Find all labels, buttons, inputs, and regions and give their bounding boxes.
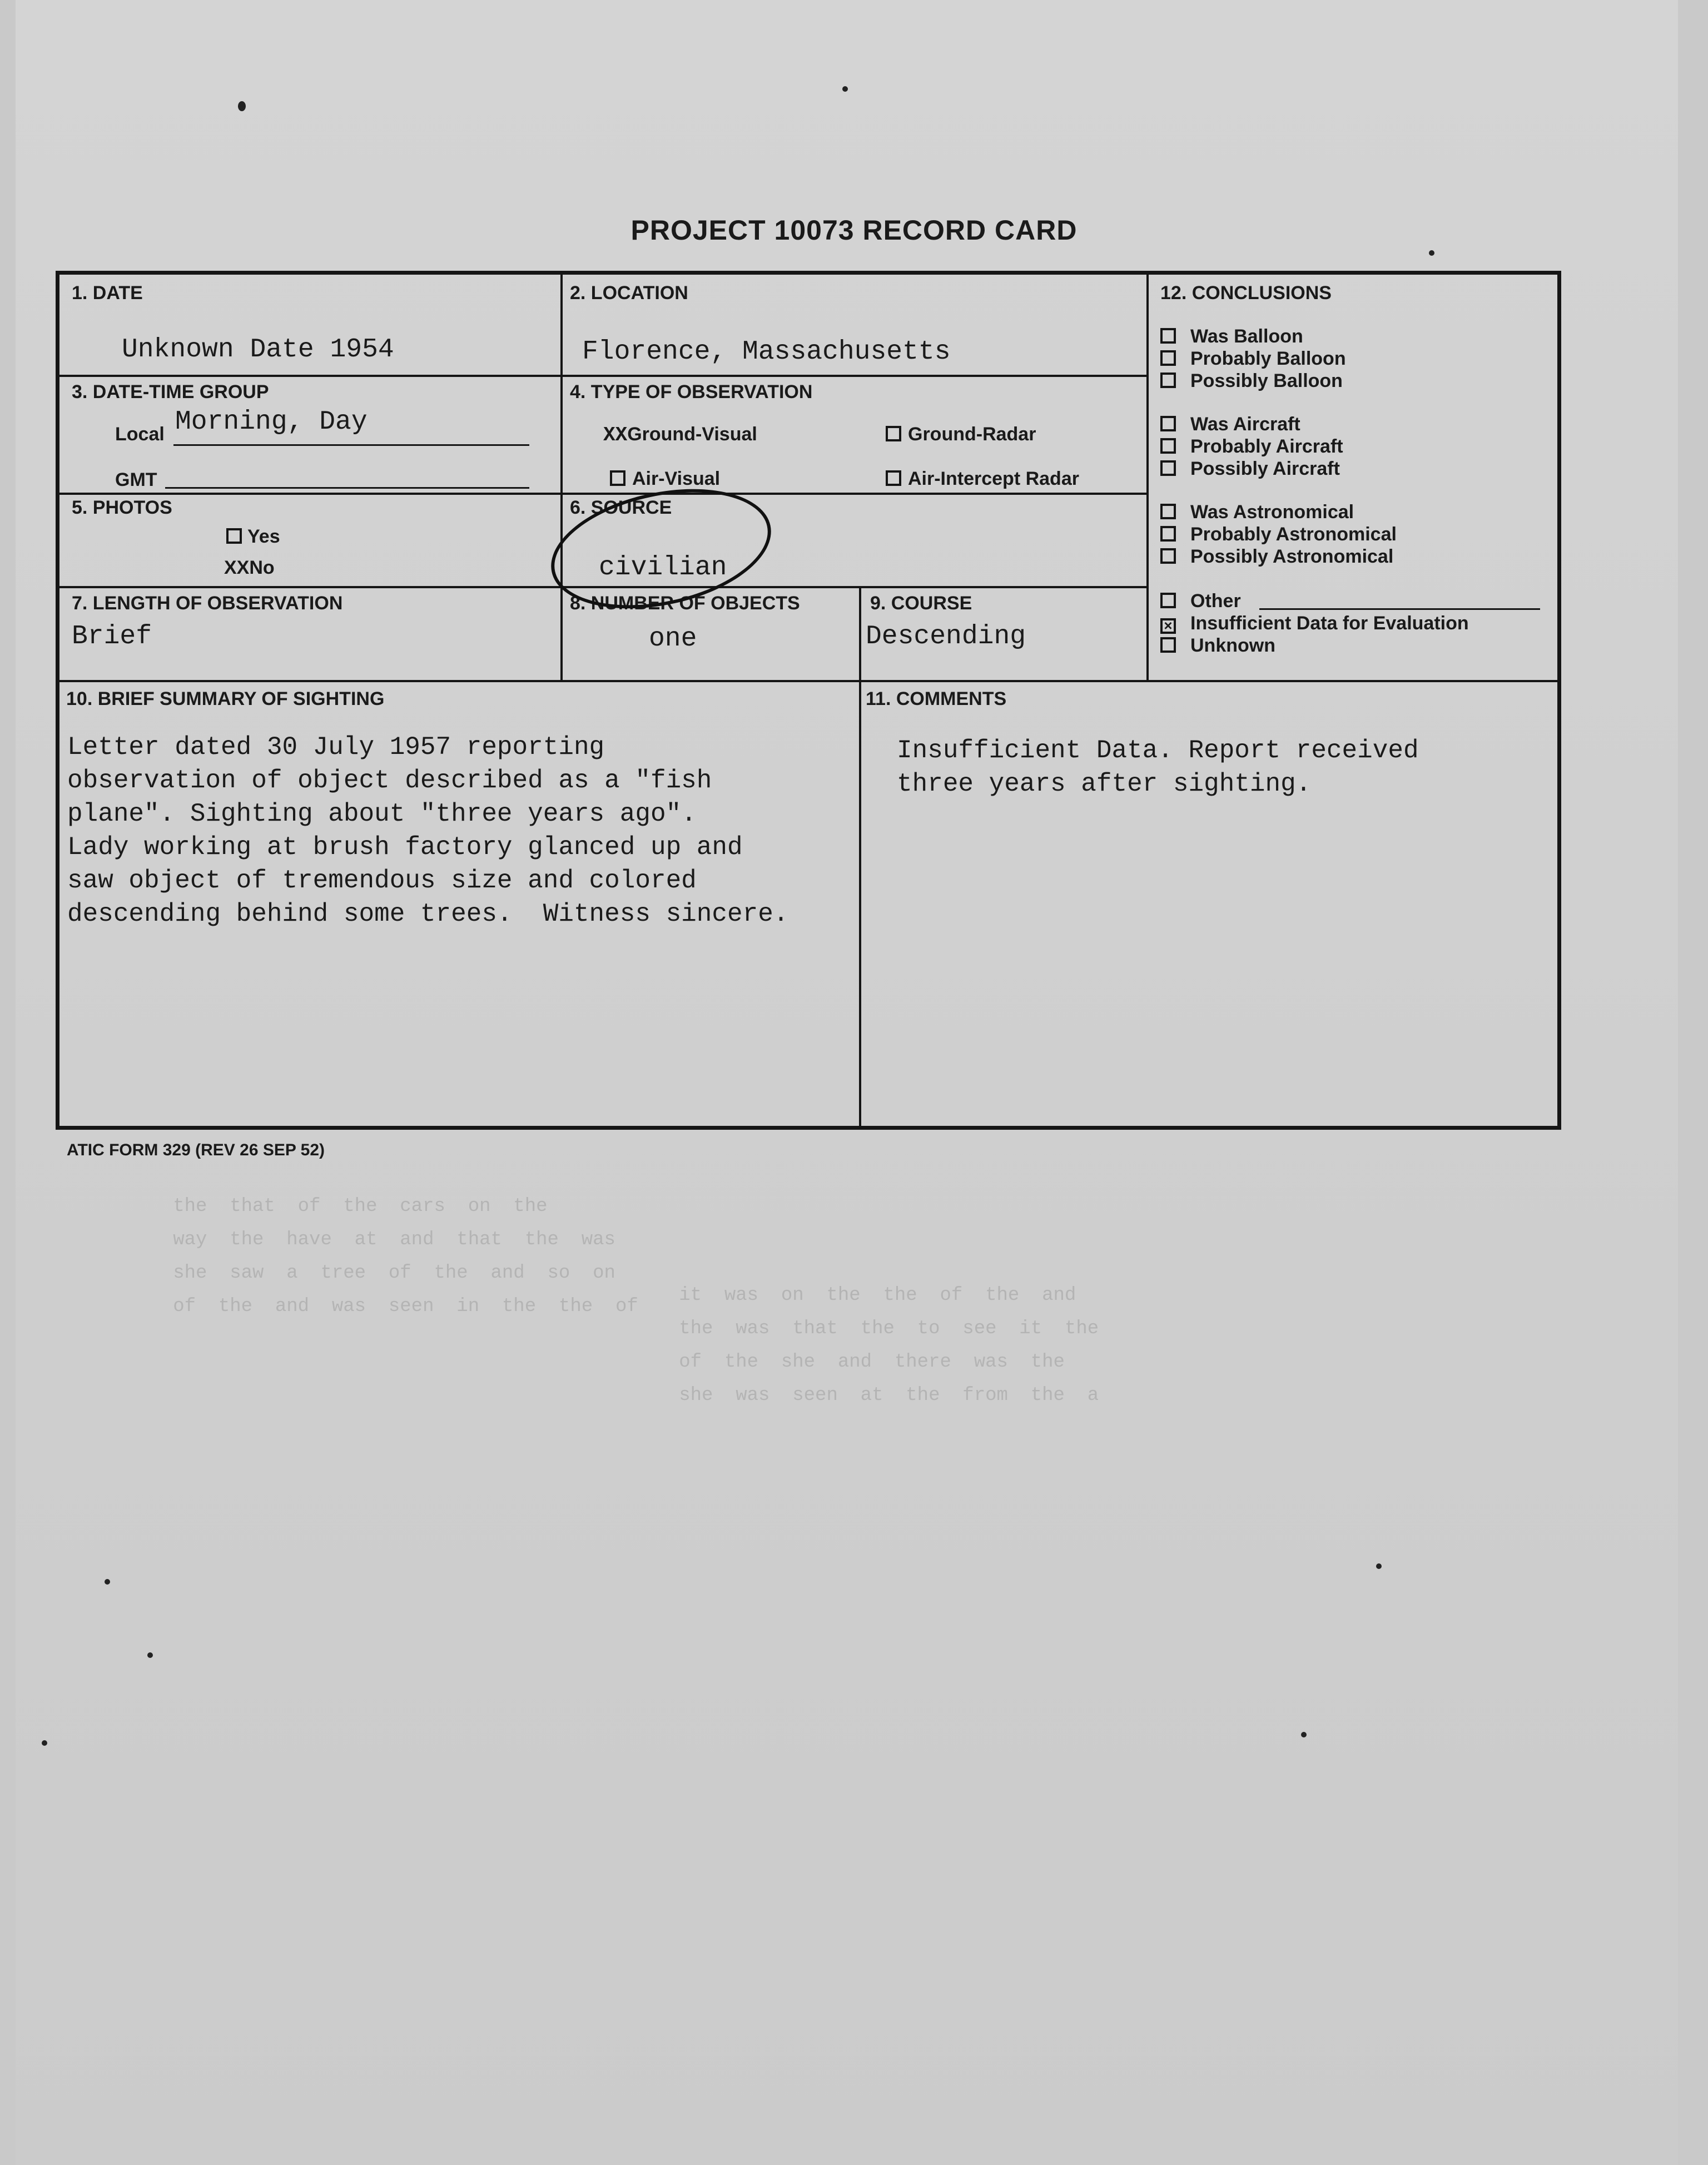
bleed-through-text: it was on the the of the and the was that the to see it the of the she and there was the she was seen at the from the a <box>679 1285 1099 1406</box>
local-value: Morning, Day <box>175 407 368 437</box>
conclusion-was-aircraft[interactable]: Was Aircraft <box>1160 414 1300 435</box>
summary-text: Letter dated 30 July 1957 reporting observation of object described as a "fish plane". Sighting about "three years ago". Lady working at brush factory glanced up and saw object of tremendous size and colored descending behind some trees. Witness sincere. <box>67 733 789 928</box>
conclusion-checkbox[interactable] <box>1160 416 1176 431</box>
local-label: Local <box>115 424 165 445</box>
air-visual-label: Air-Visual <box>632 468 721 489</box>
gmt-label: GMT <box>115 469 157 490</box>
air-intercept-radar-checkbox[interactable] <box>886 470 901 486</box>
card-title: PROJECT 10073 RECORD CARD <box>630 215 1078 246</box>
other-underline <box>1259 608 1540 610</box>
photos-yes-option[interactable] <box>226 526 280 548</box>
air-visual-option[interactable] <box>610 468 720 490</box>
photos-no-label: No <box>249 557 275 578</box>
air-visual-checkbox[interactable] <box>610 470 625 486</box>
conclusion-checkbox[interactable] <box>1160 637 1176 653</box>
conclusion-probably-astronomical[interactable]: Probably Astronomical <box>1160 524 1397 545</box>
course-label: 9. COURSE <box>870 593 972 614</box>
source-label: 6. SOURCE <box>570 497 672 518</box>
conclusion-checkbox[interactable] <box>1160 548 1176 564</box>
length-of-observation-label: 7. LENGTH OF OBSERVATION <box>72 593 343 614</box>
film-speck <box>105 1579 110 1585</box>
air-intercept-radar-label: Air-Intercept Radar <box>908 468 1079 489</box>
comments-label: 11. COMMENTS <box>866 688 1007 709</box>
source-value: civilian <box>599 553 727 583</box>
conclusion-was-astronomical[interactable]: Was Astronomical <box>1160 501 1354 523</box>
conclusion-checkbox[interactable] <box>1160 328 1176 344</box>
conclusion-unknown[interactable]: Unknown <box>1160 635 1275 657</box>
location-label: 2. LOCATION <box>570 282 688 304</box>
date-value: Unknown Date 1954 <box>122 335 394 365</box>
conclusion-probably-balloon[interactable]: Probably Balloon <box>1160 348 1346 370</box>
conclusion-checkbox[interactable] <box>1160 373 1176 388</box>
photos-label: 5. PHOTOS <box>72 497 172 518</box>
conclusion-insufficient-data[interactable]: ×Insufficient Data for Evaluation <box>1160 613 1469 634</box>
photos-no-option[interactable] <box>224 557 275 579</box>
record-card <box>56 271 1561 1130</box>
film-speck <box>1376 1563 1382 1569</box>
conclusion-possibly-aircraft[interactable]: Possibly Aircraft <box>1160 458 1340 480</box>
summary-label: 10. BRIEF SUMMARY OF SIGHTING <box>66 688 385 709</box>
divider <box>59 375 1146 377</box>
type-of-observation-label: 4. TYPE OF OBSERVATION <box>570 381 813 403</box>
date-time-group-label: 3. DATE-TIME GROUP <box>72 381 269 403</box>
conclusions-label: 12. CONCLUSIONS <box>1160 282 1332 304</box>
conclusion-checkbox[interactable] <box>1160 504 1176 519</box>
form-number: ATIC FORM 329 (REV 26 SEP 52) <box>67 1141 325 1159</box>
course-value: Descending <box>866 622 1026 652</box>
date-label: 1. DATE <box>72 282 143 304</box>
photos-yes-label: Yes <box>247 526 280 547</box>
ground-visual-label: Ground-Visual <box>627 424 757 445</box>
photos-no-mark: XX <box>224 557 250 578</box>
conclusion-checkbox[interactable] <box>1160 350 1176 366</box>
film-speck <box>1301 1732 1307 1737</box>
ground-radar-option[interactable] <box>886 424 1036 445</box>
film-speck <box>147 1652 153 1658</box>
length-of-observation-value: Brief <box>72 622 152 652</box>
divider <box>59 680 1561 682</box>
film-speck <box>1429 250 1434 256</box>
conclusion-checkbox[interactable] <box>1160 460 1176 476</box>
conclusion-possibly-astronomical[interactable]: Possibly Astronomical <box>1160 546 1393 568</box>
conclusion-other[interactable]: Other <box>1160 590 1241 612</box>
bleed-through-text: the that of the cars on the way the have at and that the was she saw a tree of the and so on of the and was seen in the the of <box>173 1196 638 1317</box>
conclusion-checkbox[interactable] <box>1160 526 1176 542</box>
conclusion-possibly-balloon[interactable]: Possibly Balloon <box>1160 370 1343 392</box>
conclusion-checkbox[interactable] <box>1160 593 1176 608</box>
divider <box>560 275 563 680</box>
conclusion-checkbox-checked[interactable] <box>1160 618 1176 634</box>
ground-visual-mark: XX <box>603 424 628 446</box>
number-of-objects-label: 8. NUMBER OF OBJECTS <box>570 593 800 614</box>
comments-text: Insufficient Data. Report received three years after sighting. <box>897 736 1419 798</box>
gmt-underline <box>165 487 529 489</box>
divider <box>859 586 861 1128</box>
conclusion-was-balloon[interactable]: Was Balloon <box>1160 326 1303 347</box>
film-speck <box>238 101 246 111</box>
ground-visual-option[interactable] <box>603 424 757 446</box>
photos-yes-checkbox[interactable] <box>226 528 242 544</box>
divider <box>1146 275 1149 680</box>
film-speck <box>842 86 848 92</box>
film-speck <box>42 1740 47 1746</box>
local-underline <box>173 444 529 446</box>
location-value: Florence, Massachusetts <box>582 337 951 367</box>
divider <box>59 493 1146 495</box>
air-intercept-radar-option[interactable] <box>886 468 1079 490</box>
conclusion-checkbox[interactable] <box>1160 438 1176 454</box>
conclusion-probably-aircraft[interactable]: Probably Aircraft <box>1160 436 1343 458</box>
ground-radar-label: Ground-Radar <box>908 424 1036 445</box>
ground-radar-checkbox[interactable] <box>886 426 901 441</box>
number-of-objects-value: one <box>649 624 697 654</box>
